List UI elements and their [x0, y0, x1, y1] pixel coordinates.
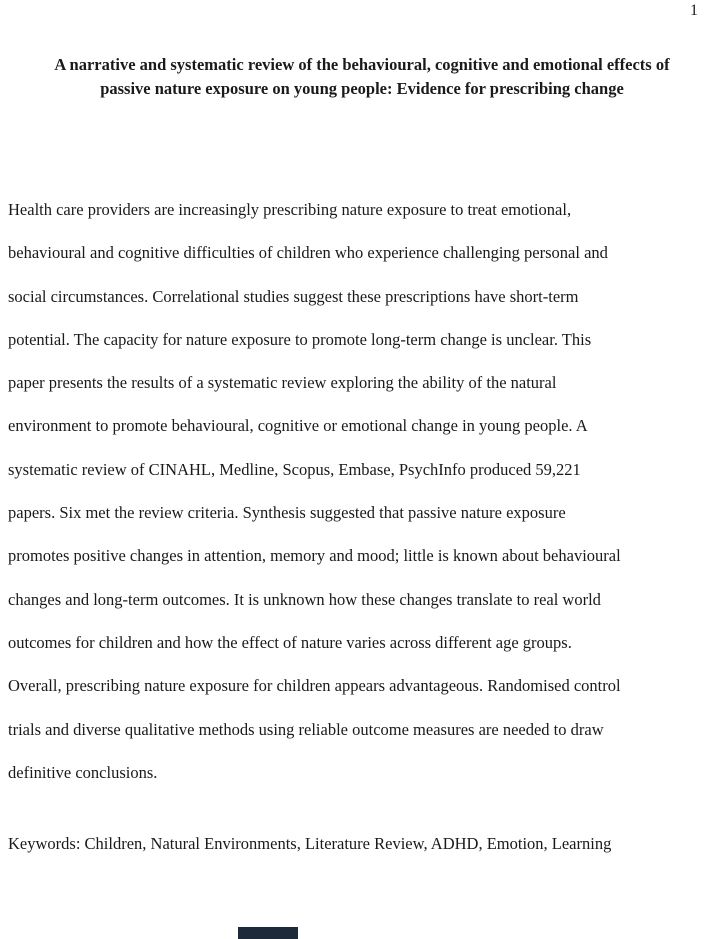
abstract-line: Overall, prescribing nature exposure for children appears advantageous. Randomised control [8, 676, 621, 696]
paper-title-line-2: passive nature exposure on young people: Evidence for prescribing change [100, 79, 624, 98]
paper-title [8, 53, 716, 101]
bottom-artifact-bar [238, 927, 298, 939]
abstract-line: potential. The capacity for nature exposure to promote long-term change is unclear. This [8, 329, 592, 349]
abstract-line: papers. Six met the review criteria. Synthesis suggested that passive nature exposure [8, 503, 566, 523]
abstract-line: systematic review of CINAHL, Medline, Scopus, Embase, PsychInfo produced 59,221 [8, 459, 581, 479]
abstract-paragraph [8, 188, 720, 794]
page-number: 1 [690, 2, 698, 19]
abstract-line: Health care providers are increasingly prescribing nature exposure to treat emotional, [8, 200, 572, 219]
abstract-line: definitive conclusions. [8, 762, 158, 782]
keywords-line: Keywords: Children, Natural Environments, Literature Review, ADHD, Emotion, Learning [8, 834, 612, 853]
abstract-line: paper presents the results of a systematic review exploring the ability of the natural [8, 373, 557, 393]
abstract-line: environment to promote behavioural, cognitive or emotional change in young people. A [8, 416, 588, 436]
abstract-line: social circumstances. Correlational studies suggest these prescriptions have short-term [8, 286, 579, 306]
abstract-line: promotes positive changes in attention, memory and mood; little is known about behavioural [8, 546, 621, 566]
abstract-line: trials and diverse qualitative methods using reliable outcome measures are needed to draw [8, 719, 604, 739]
abstract-line: outcomes for children and how the effect of nature varies across different age groups. [8, 632, 572, 652]
abstract-line: behavioural and cognitive difficulties of children who experience challenging personal and [8, 243, 608, 263]
paper-title-line-1: A narrative and systematic review of the behavioural, cognitive and emotional effects of [54, 55, 670, 74]
abstract-line: changes and long-term outcomes. It is unknown how these changes translate to real world [8, 589, 601, 609]
